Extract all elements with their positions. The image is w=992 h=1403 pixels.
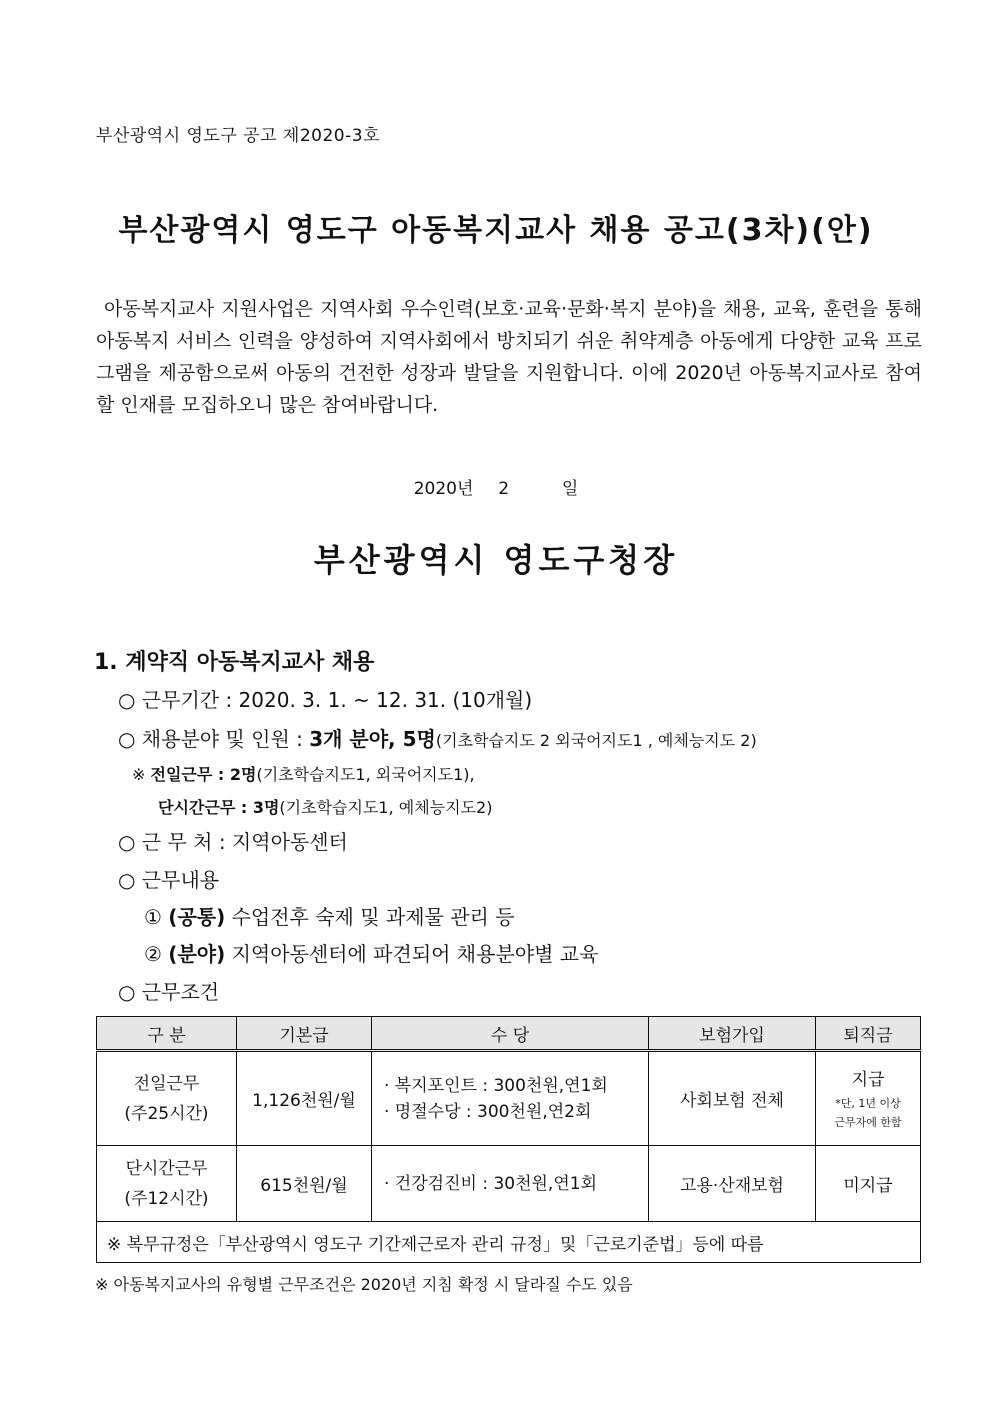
conditions-label: ○ 근무조건: [118, 980, 220, 1004]
work-type: 전일근무: [133, 1073, 200, 1094]
note-mark: ※: [132, 765, 151, 784]
table-footnote-row: [97, 1222, 921, 1263]
duties-label: ○ 근무내용: [118, 868, 220, 892]
table-row: [97, 1051, 921, 1146]
workplace: ○ 근 무 처 : 지역아동센터: [118, 830, 348, 854]
parttime-detail: (기초학습지도1, 예체능지도2): [279, 798, 493, 817]
work-period: ○ 근무기간 : 2020. 3. 1. ~ 12. 31. (10개월): [118, 688, 533, 712]
recruit-count: 3개 분야, 5명: [309, 727, 436, 751]
parttime-note: [158, 795, 492, 818]
allowance-item: · 건강검진비 : 30천원,연1회: [384, 1173, 597, 1194]
table-header-row: [97, 1017, 921, 1051]
page-title: 부산광역시 영도구 아동복지교사 채용 공고(3차)(안): [118, 213, 874, 248]
allowance-cell: [372, 1146, 649, 1222]
severance-cell: 미지급: [816, 1146, 921, 1222]
severance-note: 근무자에 한함: [834, 1115, 902, 1129]
parttime-count: 단시간근무 : 3명: [158, 798, 280, 817]
severance-cell: [816, 1051, 921, 1146]
duty-text: 지역아동센터에 파견되어 채용분야별 교육: [225, 942, 599, 966]
base-pay-cell: 615천원/월: [237, 1146, 372, 1222]
insurance-cell: 사회보험 전체: [649, 1051, 816, 1146]
work-hours: (주12시간): [124, 1188, 209, 1209]
category-cell: [97, 1146, 237, 1222]
header-base-pay: 기본급: [237, 1017, 372, 1051]
severance-value: 지급: [851, 1069, 885, 1090]
allowance-cell: [372, 1051, 649, 1146]
section-heading: 1. 계약직 아동복지교사 채용: [94, 650, 375, 675]
issuer-name: 부산광역시 영도구청장: [313, 541, 679, 579]
header-allowance: 수 당: [372, 1017, 649, 1051]
notice-number: 부산광역시 영도구 공고 제2020-3호: [96, 126, 380, 146]
duty-common: [144, 901, 515, 930]
insurance-cell: 고용·산재보험: [649, 1146, 816, 1222]
header-severance: 퇴직금: [816, 1017, 921, 1051]
announcement-date: [0, 474, 992, 499]
date-year: 2020년: [413, 479, 474, 499]
allowance-item: · 명절수당 : 300천원,연2회: [384, 1101, 592, 1122]
recruit-label: ○ 채용분야 및 인원 :: [118, 727, 310, 751]
category-cell: [97, 1051, 237, 1146]
duty-field: [144, 938, 598, 967]
bottom-note: ※ 아동복지교사의 유형별 근무조건은 2020년 지침 확정 시 달라질 수도 있음: [95, 1275, 633, 1294]
fulltime-count: 전일근무 : 2명: [150, 765, 257, 784]
table-footnote: ※ 복무규정은「부산광역시 영도구 기간제근로자 관리 규정」및「근로기준법」등에 따름: [97, 1222, 921, 1263]
duty-text: 수업전후 숙제 및 과제물 관리 등: [225, 905, 515, 929]
duty-number: ①: [144, 905, 162, 929]
header-category: 구 분: [97, 1017, 237, 1051]
conditions-table: [96, 1016, 921, 1263]
duty-number: ②: [144, 942, 162, 966]
table-row: [97, 1146, 921, 1222]
severance-note: *단, 1년 이상: [835, 1096, 901, 1110]
allowance-item: · 복지포인트 : 300천원,연1회: [384, 1075, 608, 1096]
header-insurance: 보험가입: [649, 1017, 816, 1051]
date-day: 일: [561, 479, 579, 499]
base-pay-cell: 1,126천원/월: [237, 1051, 372, 1146]
work-type: 단시간근무: [125, 1158, 208, 1179]
recruit-field: [118, 723, 757, 752]
recruit-detail: (기초학습지도 2 외국어지도1 , 예체능지도 2): [435, 731, 757, 750]
fulltime-detail: (기초학습지도1, 외국어지도1),: [256, 765, 475, 784]
date-month: 2: [498, 479, 510, 499]
duty-tag: (공통): [168, 905, 226, 929]
work-hours: (주25시간): [124, 1103, 209, 1124]
intro-paragraph: 아동복지교사 지원사업은 지역사회 우수인력(보호·교육·문화·복지 분야)을 채용, 교육, 훈련을 통해 아동복지 서비스 인력을 양성하여 지역사회에서 방치되기 쉬운 취약계층 아동에게 다양한 교육 프로그램을 제공함으로써 아동의 건전한 성장과 발달을 지원합니다. 이에 2020년 아동복지교사로 참여할 인재를 모집하오니 많은 참여바랍니다.: [96, 298, 922, 416]
duty-tag: (분야): [168, 942, 226, 966]
fulltime-note: [132, 762, 475, 785]
